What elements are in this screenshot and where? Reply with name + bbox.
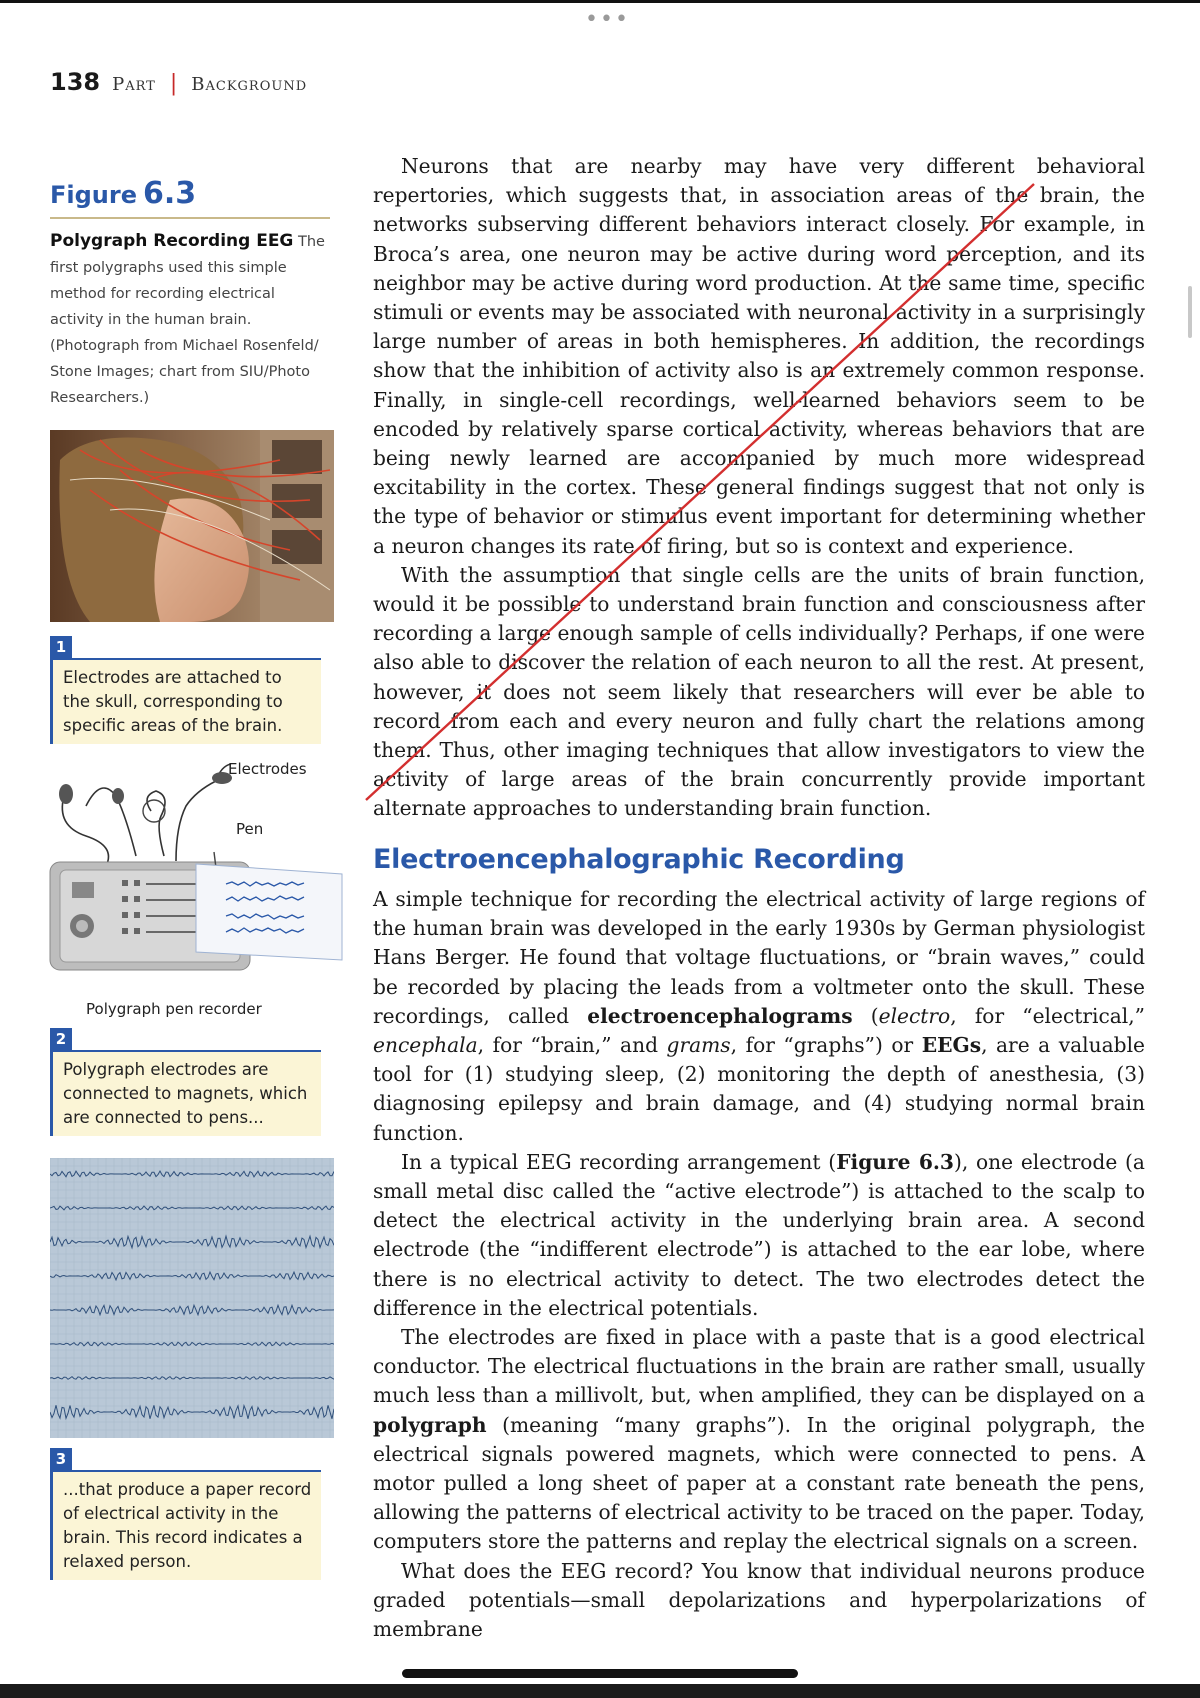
step-1-number: 1 <box>50 636 72 658</box>
paragraph: A simple technique for recording the electrical activity of large regions of the human brain was developed in the early 1930s by German physiologist Hans Berger. He found that voltage fluctuations, or “brain waves,” could be recorded by placing the leads from a voltmeter onto the skull. These recordings, called electroencephalograms (electro, for “electrical,” encephala, for “brain,” and grams, for “graphs”) or EEGs, are a valuable tool for (1) studying sleep, (2) monitoring the depth of anesthesia, (3) diagnosing epilepsy and brain damage, and (4) studying normal brain function. <box>373 887 1146 1145</box>
more-dots-icon[interactable]: ••• <box>585 7 630 32</box>
paragraph: With the assumption that single cells are the units of brain function, would it be possible to understand brain function and consciousness after recording a large enough sample of cells individually? Perhaps, if one were also able to discover the relation of each neuron to all the rest. At present, however, it does not seem likely that researchers will ever be able to record from each and every neuron and fully chart the relations among them. Thus, other imaging techniques that allow investigators to view the activity of large areas of the brain concurrently provide important alternate approaches to understanding brain function. <box>373 562 1145 821</box>
eeg-paper-background <box>50 1158 334 1438</box>
paragraph: Neurons that are nearby may have very different behavioral repertories, which suggests that, in association areas of the brain, the networks subserving different behaviors interact closely. For example, in Broca’s area, one neuron may be active during word perception, and its neighbor may be active during word production. At the same time, specific stimuli or events may be associated with neuronal activity in a surprisingly large number of areas in both hemispheres. In addition, the recordings show that the inhibition of activity also is an extremely common response. Finally, in single-cell recordings, well-learned behaviors seem to be encoded by relatively sparse cortical activity, whereas behaviors that are being newly learned are accompanied by much more widespread excitability in the cortex. These general findings suggest that not only is the type of behavior or stimulus event important for determining whether a neuron changes its rate of firing, but so is context and experience. <box>373 154 1145 558</box>
top-border <box>0 0 1200 3</box>
section-label: Background <box>191 74 308 95</box>
paragraph: What does the EEG record? You know that individual neurons produce graded potentials—small depolarizations and hyperpolarizations of membrane <box>373 1558 1145 1642</box>
header-separator: | <box>169 71 178 96</box>
home-indicator[interactable] <box>402 1669 798 1678</box>
term-polygraph: polygraph <box>373 1412 487 1437</box>
scrollbar[interactable] <box>1188 286 1192 338</box>
figure-title <box>50 176 330 219</box>
figure-caption <box>50 228 330 411</box>
figure-reference[interactable]: Figure 6.3 <box>836 1149 954 1174</box>
caption-text: The first polygraphs used this simple method for recording electrical activity in the human brain. (Photograph from Michael Rosenfeld/ Stone Images; chart from SIU/Photo Researchers.) <box>50 234 325 406</box>
section-heading: Electroencephalographic Recording <box>373 844 905 875</box>
step-2-callout: Polygraph electrodes are connected to magnets, which are connected to pens... <box>50 1050 321 1136</box>
step-3-number: 3 <box>50 1448 72 1470</box>
eeg-subject-photo <box>50 430 334 622</box>
part-label: Part <box>112 74 156 95</box>
electrodes-label: Electrodes <box>228 760 307 778</box>
page-number: 138 <box>50 68 101 96</box>
bottom-bar <box>0 1684 1200 1698</box>
body-text-top <box>373 152 1145 824</box>
paragraph: The electrodes are fixed in place with a paste that is a good electrical conductor. The electrical fluctuations in the brain are rather small, usually much less than a millivolt, but, when amplified, they can be displayed on a polygraph (meaning “many graphs”). In the original polygraph, the electrical signals powered magnets, which were connected to pens. A motor pulled a long sheet of paper at a constant rate beneath the pens, allowing the patterns of electrical activity to be traced on the paper. Today, computers store the patterns and replay the electrical signals on a screen. <box>373 1325 1145 1554</box>
caption-title: Polygraph Recording EEG <box>50 231 294 251</box>
polygraph-diagram <box>46 756 346 992</box>
recorder-label: Polygraph pen recorder <box>86 1000 262 1018</box>
term-eeg: electroencephalograms <box>587 1003 853 1028</box>
step-1-callout: Electrodes are attached to the skull, corresponding to specific areas of the brain. <box>50 658 321 744</box>
step-3-callout: ...that produce a paper record of electrical activity in the brain. This record indicates a relaxed person. <box>50 1470 321 1580</box>
running-head <box>50 68 307 96</box>
body-text-section <box>373 885 1145 1644</box>
figure-number: 6.3 <box>143 176 197 211</box>
term-eegs: EEGs <box>921 1033 982 1058</box>
eeg-paper-record <box>50 1158 334 1438</box>
paragraph: In a typical EEG recording arrangement (Figure 6.3), one electrode (a small metal disc called the “active electrode”) is attached to the scalp to detect the electrical activity in the underlying brain area. A second electrode (the “indifferent electrode”) is attached to the ear lobe, where there is no electrical activity to detect. The two electrodes detect the difference in the electrical potentials. <box>373 1149 1145 1320</box>
pen-label: Pen <box>236 820 264 838</box>
figure-label: Figure <box>50 181 137 209</box>
step-2-number: 2 <box>50 1028 72 1050</box>
